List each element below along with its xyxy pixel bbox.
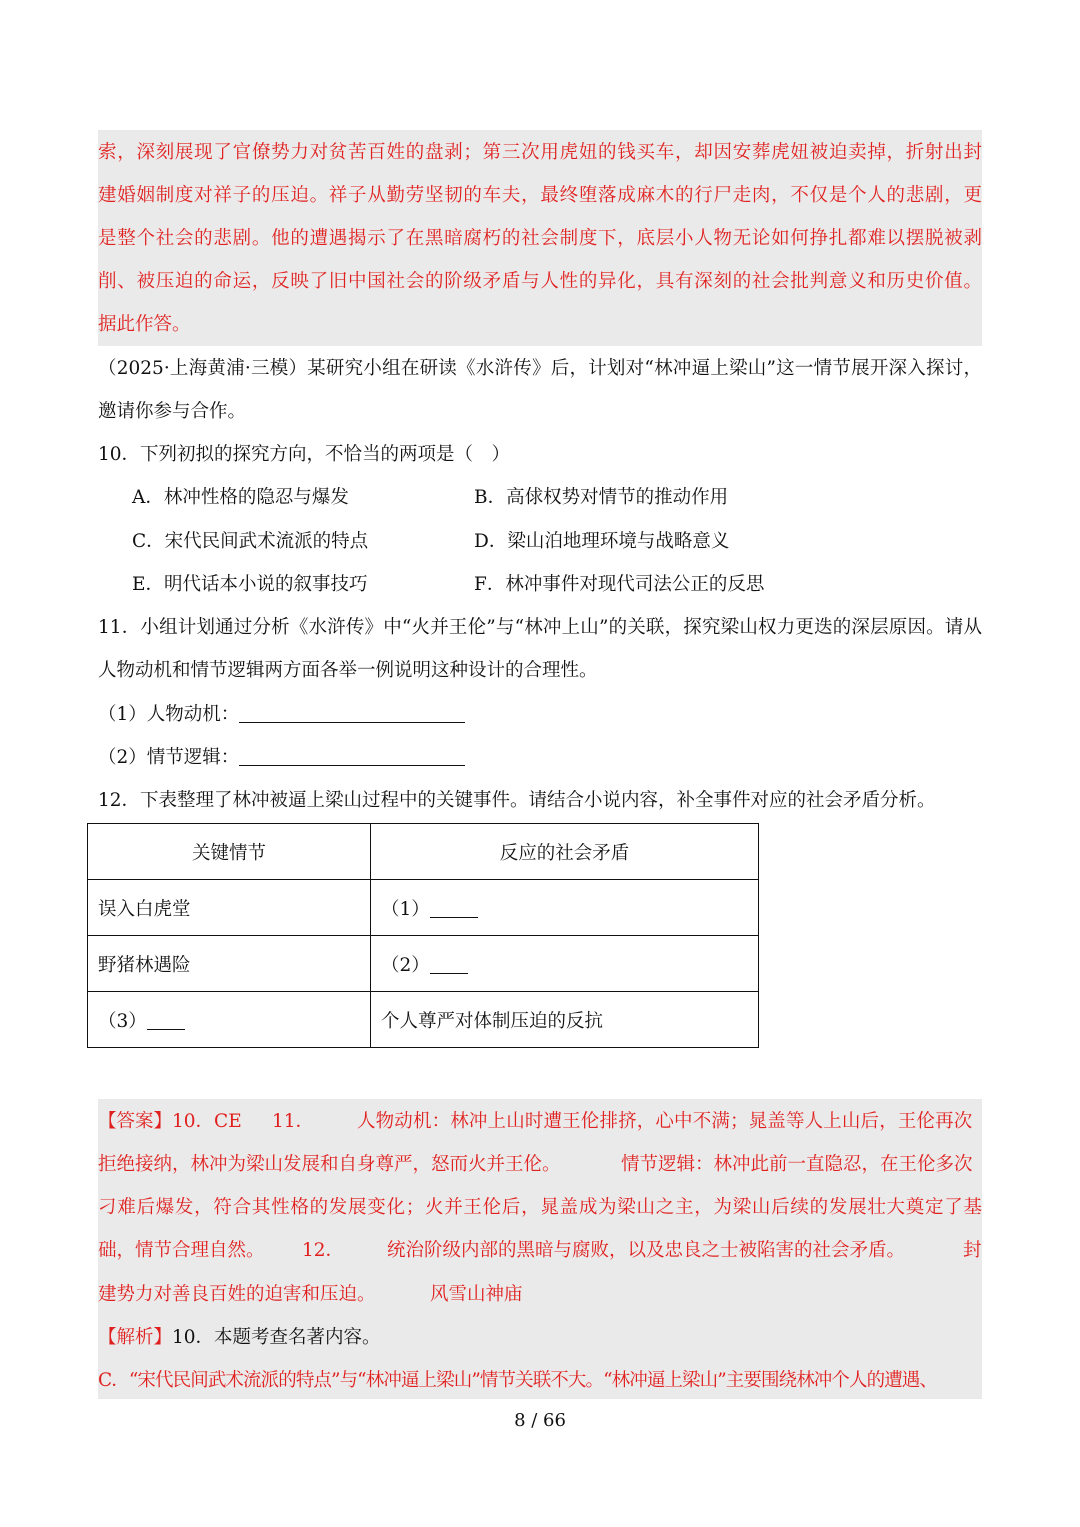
intro-line-1: 索，深刻展现了官僚势力对贫苦百姓的盘剥；第三次用虎妞的钱买车，却因安葬虎妞被迫卖掉，折射出封 [98, 142, 982, 163]
table-cell: 个人尊严对体制压迫的反抗 [371, 992, 759, 1048]
q10-option-c: C．宋代民间武术流派的特点 [132, 531, 369, 552]
table-cell [371, 936, 759, 992]
page-number: 8 / 66 [514, 1410, 566, 1431]
answer-line-5a: 建势力对善良百姓的迫害和压迫。 [98, 1284, 376, 1305]
analysis-label: 【解析】 [98, 1327, 173, 1348]
q11-sub1 [98, 700, 465, 730]
table-header-cell: 关键情节 [88, 824, 371, 880]
answer-line-1 [98, 1107, 242, 1137]
q12-stem: 12．下表整理了林冲被逼上梁山过程中的关键事件。请结合小说内容，补全事件对应的社会矛盾分析。 [98, 790, 936, 811]
answer-q12-2-start: 封 [963, 1240, 982, 1261]
answer-q11-motive: 人物动机：林冲上山时遭王伦排挤，心中不满；晁盖等人上山后，王伦再次 [357, 1111, 973, 1132]
intro-line-4: 削、被压迫的命运，反映了旧中国社会的阶级矛盾与人性的异化，具有深刻的社会批判意义和历史价值。 [98, 271, 982, 292]
table-header-cell: 反应的社会矛盾 [371, 824, 759, 880]
answer-q12-number: 12． [302, 1240, 345, 1261]
table-cell [88, 992, 371, 1048]
q11-stem-line-2: 人物动机和情节逻辑两方面各举一例说明这种设计的合理性。 [98, 660, 598, 681]
table-cell-text: （3） [98, 1010, 147, 1032]
table-blank-2[interactable] [430, 953, 468, 974]
table-header-row [88, 824, 759, 880]
answer-q12-1: 统治阶级内部的黑暗与腐败，以及忠良之士被陷害的社会矛盾。 [387, 1240, 906, 1261]
q11-sub1-label: （1）人物动机： [98, 704, 240, 725]
intro-line-2: 建婚姻制度对祥子的压迫。祥子从勤劳坚韧的车夫，最终堕落成麻木的行尸走肉，不仅是个人的悲剧，更 [98, 185, 982, 206]
analysis-line [98, 1323, 381, 1353]
q11-sub1-blank[interactable] [239, 702, 465, 723]
q11-stem-line-1: 11．小组计划通过分析《水浒传》中“火并王伦”与“林冲上山”的关联，探究梁山权力更迭的深层原因。请从 [98, 617, 982, 638]
analysis-red-line: C．“宋代民间武术流派的特点”与“林冲逼上梁山”情节关联不大。“林冲逼上梁山”主要围绕林冲个人的遭遇、 [98, 1370, 938, 1391]
table-cell-text: （1） [381, 898, 430, 920]
table-row [88, 880, 759, 936]
q10-option-d: D．梁山泊地理环境与战略意义 [474, 531, 730, 552]
q10-option-e: E．明代话本小说的叙事技巧 [132, 574, 368, 595]
table-blank-1[interactable] [430, 897, 478, 918]
table-cell: 误入白虎堂 [88, 880, 371, 936]
table-row [88, 992, 759, 1048]
answer-q11-number: 11． [272, 1111, 315, 1132]
q10-option-a: A．林冲性格的隐忍与爆发 [132, 487, 349, 508]
answer-label: 【答案】 [98, 1111, 173, 1132]
intro-line-3: 是整个社会的悲剧。他的遭遇揭示了在黑暗腐朽的社会制度下，底层小人物无论如何挣扎都难以摆脱被剥 [98, 228, 982, 249]
intro-line-5: 据此作答。 [98, 314, 191, 335]
table-blank-3[interactable] [147, 1009, 185, 1030]
table-row [88, 936, 759, 992]
q10-stem: 10．下列初拟的探究方向，不恰当的两项是（ ） [98, 444, 511, 465]
answer-line-2b: 情节逻辑：林冲此前一直隐忍，在王伦多次 [621, 1154, 973, 1175]
table-cell-text: （2） [381, 954, 430, 976]
answer-q10: 10．CE [172, 1111, 242, 1132]
answer-line-2a: 拒绝接纳，林冲为梁山发展和自身尊严，怒而火并王伦。 [98, 1154, 561, 1175]
passage-line-2: 邀请你参与合作。 [98, 401, 247, 422]
answer-line-4a: 础，情节合理自然。 [98, 1240, 265, 1261]
answer-q12-3: 风雪山神庙 [430, 1284, 523, 1305]
table-cell: 野猪林遇险 [88, 936, 371, 992]
q11-sub2-blank[interactable] [239, 745, 465, 766]
q11-sub2-label: （2）情节逻辑： [98, 747, 240, 768]
table-cell [371, 880, 759, 936]
q10-option-f: F．林冲事件对现代司法公正的反思 [474, 574, 765, 595]
answer-line-3: 刁难后爆发，符合其性格的发展变化；火并王伦后，晁盖成为梁山之主，为梁山后续的发展壮大奠定了基 [98, 1197, 982, 1218]
passage-line-1: （2025·上海黄浦·三模）某研究小组在研读《水浒传》后，计划对“林冲逼上梁山”这一情节展开深入探讨， [98, 358, 982, 379]
analysis-text: 10．本题考查名著内容。 [172, 1327, 381, 1348]
q10-option-b: B．高俅权势对情节的推动作用 [474, 487, 729, 508]
q11-sub2 [98, 743, 465, 773]
q12-events-table [87, 823, 759, 1048]
